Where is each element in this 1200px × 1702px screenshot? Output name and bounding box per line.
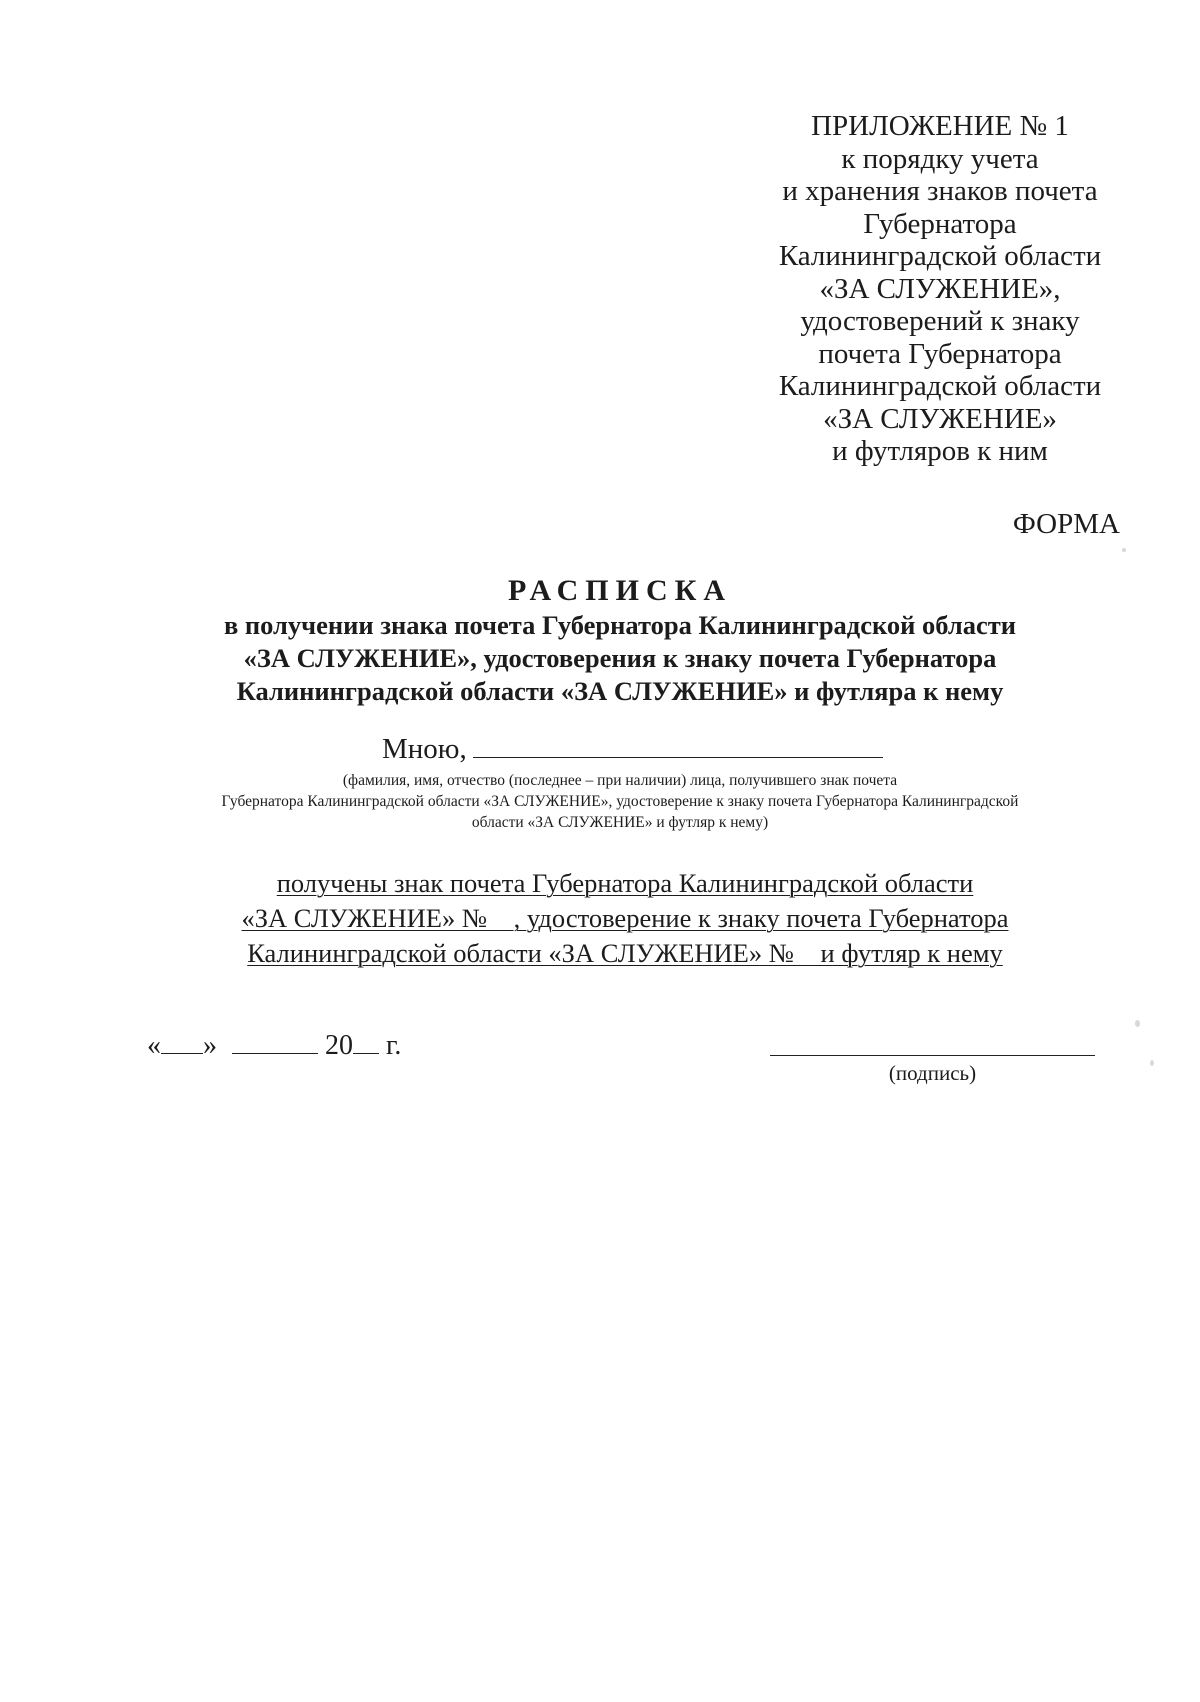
received-statement xyxy=(160,866,1090,971)
signature-line[interactable] xyxy=(770,1055,1095,1056)
year-blank[interactable] xyxy=(353,1031,379,1054)
received-line: получены знак почета Губернатора Калининградской области xyxy=(276,868,974,898)
recipient-row xyxy=(382,733,883,766)
scan-speck xyxy=(1150,1060,1154,1066)
scan-speck xyxy=(1122,548,1126,552)
appendix-line: удостоверений к знаку xyxy=(800,305,1080,337)
appendix-line: к порядку учета xyxy=(841,142,1039,175)
hint-line: Губернатора Калининградской области «ЗА СЛУЖЕНИЕ», удостоверение к знаку почета Губернатора Калининградской xyxy=(221,793,1019,810)
appendix-line: и футляров к ним xyxy=(832,435,1048,467)
document-subtitle xyxy=(120,609,1120,708)
date-row xyxy=(147,1030,401,1062)
month-blank[interactable] xyxy=(232,1031,318,1054)
year-suffix: г. xyxy=(386,1030,402,1061)
appendix-line: Калининградской области xyxy=(778,240,1102,272)
subtitle-line: Калининградской области «ЗА СЛУЖЕНИЕ» и футляра к нему xyxy=(236,676,1004,706)
appendix-line: и хранения знаков почета xyxy=(782,175,1098,207)
appendix-line: «ЗА СЛУЖЕНИЕ», xyxy=(819,272,1061,305)
form-label: ФОРМА xyxy=(1012,508,1120,540)
received-line: «ЗА СЛУЖЕНИЕ» № , удостоверение к знаку почета Губернатора xyxy=(241,903,1009,933)
recipient-hint xyxy=(120,770,1120,833)
appendix-line: «ЗА СЛУЖЕНИЕ» xyxy=(823,402,1057,435)
hint-line: области «ЗА СЛУЖЕНИЕ» и футляр к нему) xyxy=(471,814,769,831)
year-prefix: 20 xyxy=(325,1030,353,1061)
title-block xyxy=(120,573,1120,708)
hint-line: (фамилия, имя, отчество (последнее – при наличии) лица, получившего знак почета xyxy=(342,772,898,789)
document-title: РАСПИСКА xyxy=(507,574,733,607)
appendix-line: Губернатора xyxy=(863,207,1017,240)
appendix-header xyxy=(745,110,1135,468)
scan-speck xyxy=(1135,1020,1140,1027)
received-line: Калининградской области «ЗА СЛУЖЕНИЕ» № и футляр к нему xyxy=(247,938,1003,968)
appendix-line: почета Губернатора xyxy=(818,337,1062,370)
appendix-line: ПРИЛОЖЕНИЕ № 1 xyxy=(811,110,1069,142)
signature-label: (подпись) xyxy=(888,1061,977,1085)
subtitle-line: в получении знака почета Губернатора Калининградской области xyxy=(223,610,1017,640)
day-blank[interactable] xyxy=(161,1031,203,1054)
recipient-label: Мною, xyxy=(382,733,467,765)
appendix-line: Калининградской области xyxy=(778,370,1102,402)
recipient-name-blank[interactable] xyxy=(473,733,883,758)
date-open-quote: « xyxy=(147,1030,161,1061)
date-close-quote: » xyxy=(203,1030,217,1061)
subtitle-line: «ЗА СЛУЖЕНИЕ», удостоверения к знаку почета Губернатора xyxy=(243,643,997,673)
